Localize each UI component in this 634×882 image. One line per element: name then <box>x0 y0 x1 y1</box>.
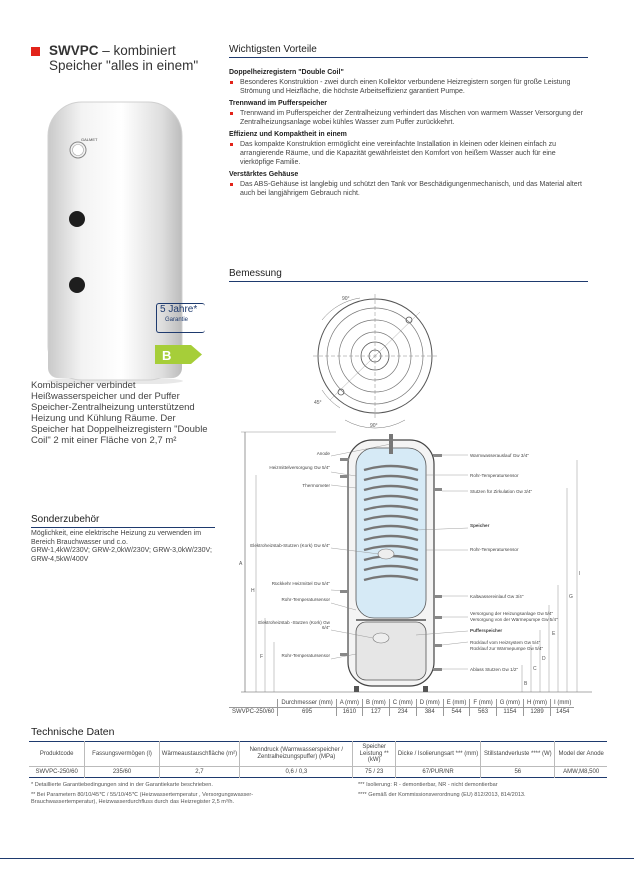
warranty-label: Garantie <box>165 317 189 323</box>
tech-header: Speicher Leistung ** (kW) <box>353 742 395 767</box>
energy-class-letter: B <box>162 348 172 363</box>
advantage-text: Das ABS-Gehäuse ist langlebig und schützt den Tank vor Beschädigungenmechanisch, und das Material altert auch bei langjährigem Gebrauch nicht. <box>229 180 589 198</box>
svg-text:GALMET: GALMET <box>81 137 98 142</box>
dims-cell: 234 <box>389 708 416 717</box>
dim-letter-h: H <box>251 588 255 594</box>
dim-letter-g: G <box>569 594 573 600</box>
tech-table <box>29 741 607 778</box>
tech-heading: Technische Daten <box>31 726 115 738</box>
dims-header: H (mm) <box>524 699 551 708</box>
tech-cell: AMW,M8,500 <box>555 766 607 777</box>
advantage-title: Effizienz und Kompaktheit in einem <box>229 131 347 138</box>
dim-letter-e: E <box>552 631 556 637</box>
tech-cell: 56 <box>481 766 555 777</box>
dim-letter-i: I <box>579 571 581 577</box>
dims-cell: 544 <box>443 708 470 717</box>
footnote: **** Gemäß der Kommissionsverordnung (EU) 812/2013, 814/2013. <box>358 792 526 798</box>
product-title <box>49 43 224 73</box>
angle-label: 90° <box>342 296 350 302</box>
dims-header: Durchmesser (mm) <box>278 699 336 708</box>
dims-cell: 1154 <box>496 708 523 717</box>
label-hot-water-outlet: Warmwasserauslauf Gw 3/4" <box>470 453 529 458</box>
footnote: * Detaillierte Garantiebedingungen sind in der Garantiekarte beschrieben. <box>31 782 213 788</box>
tech-cell: 67/PUR/NR <box>395 766 480 777</box>
dim-letter-c: C <box>533 666 537 672</box>
advantage-title: Verstärktes Gehäuse <box>229 171 299 178</box>
dims-row-label: SWVPC-250/60 <box>232 709 275 715</box>
label-heat-pump-return: Rücklauf zur Wärmepumpe Gw 5/4" <box>470 646 544 651</box>
dims-cell: 1610 <box>336 708 362 717</box>
tech-cell: 2,7 <box>159 766 240 777</box>
energy-class-arrow <box>155 345 203 364</box>
angle-label: 90° <box>370 423 378 429</box>
footer-divider <box>0 858 634 859</box>
tech-header: Stillstandverluste **** (W) <box>481 742 555 767</box>
tank-image <box>20 94 220 384</box>
label-buffer: Pufferspeicher <box>470 628 503 633</box>
accessories-text <box>31 530 216 564</box>
dims-header: D (mm) <box>416 699 443 708</box>
dims-header: A (mm) <box>336 699 362 708</box>
label-heating-supply: Heizmittelversorgung Gw 5/4" <box>269 465 330 470</box>
dims-cell: 127 <box>363 708 390 717</box>
dimensions-table <box>229 699 574 716</box>
dim-letter-b: B <box>524 681 528 687</box>
label-storage: Speicher <box>470 523 490 528</box>
dims-header: I (mm) <box>551 699 575 708</box>
footnotes-left <box>31 782 311 806</box>
label-thermometer: Thermometer <box>302 483 330 488</box>
tech-header: Model der Anode <box>555 742 607 767</box>
advantage-title: Doppelheizregistern "Double Coil" <box>229 69 344 76</box>
accessories-heading: Sonderzubehör <box>31 514 215 528</box>
dims-header: C (mm) <box>389 699 416 708</box>
product-name: SWVPC <box>49 43 99 58</box>
tech-header: Produktcode <box>39 750 74 757</box>
product-subtitle: – kombiniert Speicher "alles in einem" <box>49 43 199 73</box>
tech-cell: 0,6 / 0,3 <box>240 766 353 777</box>
accessories-text-2: GRW-1,4kW/230V; GRW-2,0kW/230V; GRW-3,0kW/230V; GRW-4,5kW/400V <box>31 547 212 563</box>
red-square-icon <box>31 47 40 56</box>
tech-header: Fassungsvermögen (l) <box>85 742 159 767</box>
dims-cell: 563 <box>470 708 496 717</box>
dims-header: B (mm) <box>363 699 390 708</box>
dims-header: G (mm) <box>496 699 523 708</box>
dims-cell: 1454 <box>551 708 575 717</box>
advantage-text: Trennwand im Pufferspeicher der Zentralheizung verhindert das Mischen von warmem Wasser Versorgung der Zentralheizungsanlage wobei kühles Wasser zum Puffer zurückkehrt. <box>229 109 589 127</box>
angle-label: 45° <box>314 400 322 406</box>
label-heater-socket-bottom: Elektroheizstab -Stutzen (Kork) Gw 6/4" <box>258 620 330 630</box>
label-temp-sensor-right-2: Rohr-Temperatursensor <box>470 547 519 552</box>
advantage-title: Trennwand im Pufferspeicher <box>229 100 328 107</box>
dims-cell: 1289 <box>524 708 551 717</box>
advantages-list <box>229 69 589 198</box>
footnote: ** Bei Parametern 80/10/45℃ / 55/10/45℃ (Heizwassertemperatur , Versorgungswasser-Brauchwassertemperatur), Heizwasserdurchfluss durch das Heizregister 2,5 m³/h. <box>31 792 254 805</box>
label-heater-socket-top: Elektroheizstab-Stutzen (Kork) Gw 6/4" <box>250 543 330 548</box>
label-heating-return: Rückkehr Heizmittel Gw 5/4" <box>271 581 330 586</box>
label-circulation: Stutzen für Zirkulation Gw 3/4" <box>470 489 533 494</box>
dims-cell: 384 <box>416 708 443 717</box>
label-anode: Anode <box>316 451 330 456</box>
footnote: *** Isolierung: R - demontierbar, NR - nicht demontierbar <box>358 782 498 788</box>
label-heating-return-right: Rücklauf vom Heizsystem Gw 5/4" <box>470 640 541 645</box>
accessories-text-1: Möglichkeit, eine elektrische Heizung zu verwenden im Bereich Brauchwasser und c.o. <box>31 530 202 546</box>
dim-letter-d: D <box>542 656 546 662</box>
advantages-heading: Wichtigsten Vorteile <box>229 44 588 58</box>
tech-cell: 75 / 23 <box>353 766 395 777</box>
tech-cell: 235/60 <box>85 766 159 777</box>
label-temp-sensor-left-2: Rohr-Temperatursensor <box>281 653 330 658</box>
label-temp-sensor-left-1: Rohr-Temperatursensor <box>281 597 330 602</box>
dim-letter-f: F <box>260 654 264 660</box>
top-view-drawing <box>300 290 450 430</box>
label-heat-pump-supply: Versorgung von der Wärmepumpe Gw 5/4" <box>470 617 558 622</box>
dims-cell: 695 <box>278 708 336 717</box>
label-temp-sensor-right-1: Rohr-Temperatursensor <box>470 473 519 478</box>
product-description: Kombispeicher verbindet Heißwasserspeicher und der Puffer Speicher-Zentralheizung unterstützend Heizung und Kühlung Räume. Der Speicher hat Doppelheizregistern "Double Coil" 2 mit einer Fläche von 2,7 m² <box>31 380 208 446</box>
label-drain: Ablass Stutzen Gw 1/2" <box>470 667 519 672</box>
dims-header: E (mm) <box>443 699 470 708</box>
tech-header: Dicke / Isolierungsart *** (mm) <box>395 742 480 767</box>
advantage-text: Besonderes Konstruktion - zwei durch einen Kollektor verbundene Heizregistern sorgen für große Leistung Strömung und Heizfläche, die höchste Arbeitseffizienz garantiert Pumpe. <box>229 78 589 96</box>
tech-header: Nenndruck (Warmwasserspeicher / Zentralheizungspuffer) (MPa) <box>240 742 353 767</box>
footnotes-right <box>358 782 598 799</box>
dims-header: F (mm) <box>470 699 496 708</box>
label-cold-water-inlet: Kaltwassereinlauf Gw 3/4" <box>470 594 524 599</box>
tech-header: Wärmeaustauschfläche (m²) <box>159 742 240 767</box>
advantage-text: Das kompakte Konstruktion ermöglicht eine vereinfachte Installation in kleinen oder kleinen einfach zu arrangierende Räume, und die Kapazität gewährleistet den Komfort von heißem Wasser auch für eine vierköpfige Familie. <box>229 140 589 167</box>
warranty-years: 5 Jahre* <box>160 304 198 315</box>
dim-letter-a: A <box>239 561 243 567</box>
label-heating-system-supply: Versorgung der Heizungsanlage Gw 5/4" <box>470 611 554 616</box>
dimensions-heading: Bemessung <box>229 268 588 282</box>
warranty-badge <box>156 303 205 333</box>
tech-cell: SWVPC-250/60 <box>35 768 78 775</box>
